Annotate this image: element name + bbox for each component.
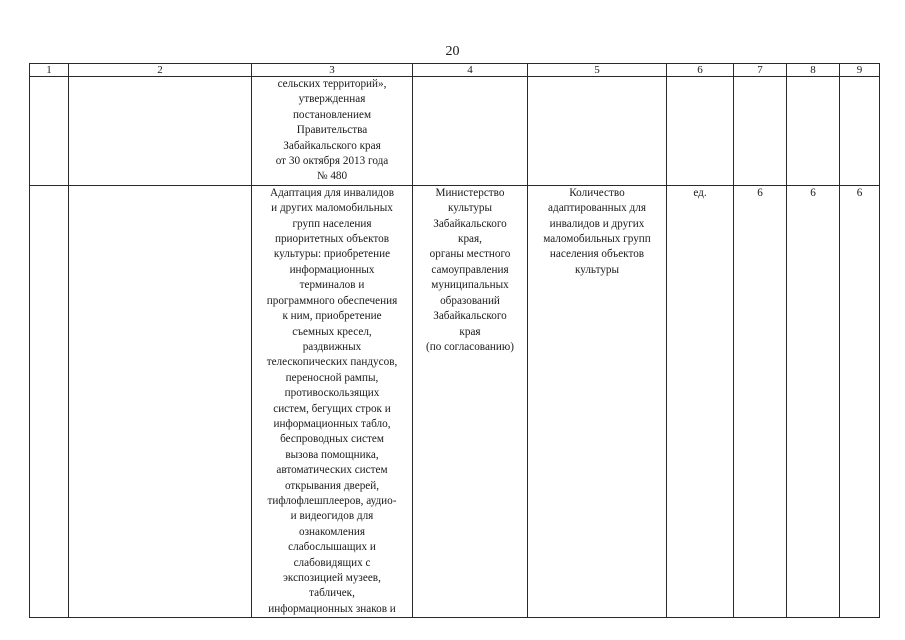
responsible-executor-cell	[413, 185, 528, 617]
text-line: к ним, приобретение	[282, 310, 382, 323]
cell-empty	[840, 77, 880, 186]
text-line: открывания дверей,	[284, 479, 380, 492]
text-line: органы местного	[429, 248, 511, 261]
column-number-row	[30, 64, 880, 77]
text-line: сельских территорий»,	[277, 78, 387, 90]
text-line: Забайкальского	[433, 310, 507, 323]
text-line: и других маломобильных	[271, 202, 393, 215]
cell-empty	[30, 77, 69, 186]
program-reference-cell	[252, 77, 413, 186]
text-line: тифлофлешплееров, аудио-	[267, 494, 397, 507]
text-line: № 480	[316, 170, 348, 183]
text-line: самоуправления	[431, 263, 509, 276]
text-line: населения объектов	[549, 248, 645, 261]
text-line: противоскользящих	[284, 387, 380, 400]
text-line: Забайкальского	[433, 217, 507, 230]
text-line: беспроводных систем	[280, 433, 384, 446]
text-line: и видеогидов для	[290, 510, 374, 523]
column-number: 5	[528, 64, 667, 77]
cell-empty	[69, 77, 252, 186]
cell-empty	[667, 77, 734, 186]
text-line: Количество	[569, 186, 625, 199]
text-line: культуры	[447, 202, 493, 215]
cell-empty	[787, 77, 840, 186]
cell-empty	[734, 77, 787, 186]
text-line: переносной рампы,	[285, 371, 379, 384]
text-line: постановлением	[292, 108, 372, 121]
text-line: автоматических систем	[276, 464, 388, 477]
value-cell-9: 6	[840, 185, 880, 617]
value-cell-7: 6	[734, 185, 787, 617]
page-number: 20	[445, 44, 460, 59]
text-line: адаптированных для	[548, 202, 646, 215]
text-line: ознакомления	[299, 525, 365, 538]
text-line: образований	[440, 294, 500, 307]
text-line: программного обеспечения	[266, 294, 398, 307]
text-line: Адаптация для инвалидов	[269, 186, 394, 199]
text-line: слабовидящих с	[293, 556, 371, 569]
text-line: вызова помощника,	[285, 448, 379, 461]
column-number: 4	[413, 64, 528, 77]
indicators-table	[29, 63, 880, 618]
cell-empty	[528, 77, 667, 186]
indicator-name-cell	[528, 185, 667, 617]
measure-description-cell	[252, 185, 413, 617]
value-cell-8: 6	[787, 185, 840, 617]
text-line: муниципальных	[431, 279, 509, 292]
text-line: инвалидов и других	[549, 217, 645, 230]
text-line: телескопических пандусов,	[266, 356, 398, 369]
text-line: групп населения	[292, 217, 372, 230]
cell-empty	[30, 185, 69, 617]
column-number: 1	[30, 64, 69, 77]
text-line: информационных табло,	[273, 417, 391, 430]
text-line: культуры	[574, 263, 620, 276]
column-number: 8	[787, 64, 840, 77]
column-number: 3	[252, 64, 413, 77]
text-line: раздвижных	[302, 340, 362, 353]
text-line: табличек,	[309, 587, 355, 600]
text-line: маломобильных групп	[543, 233, 651, 246]
text-line: экспозицией музеев,	[283, 572, 381, 584]
column-number: 6	[667, 64, 734, 77]
text-line: Забайкальского края	[283, 139, 381, 152]
text-line: приоритетных объектов	[274, 233, 390, 246]
table-row-continued	[30, 77, 880, 186]
text-line: Министерство	[435, 186, 505, 199]
column-number: 7	[734, 64, 787, 77]
column-number: 9	[840, 64, 880, 77]
text-line: систем, бегущих строк и	[273, 402, 391, 415]
text-line: края	[459, 325, 481, 338]
text-line: утвержденная	[298, 93, 366, 106]
text-line: слабослышащих и	[288, 541, 376, 554]
text-line: информационных знаков и	[268, 602, 396, 615]
text-line: (по согласованию)	[426, 340, 514, 353]
column-number: 2	[69, 64, 252, 77]
cell-empty	[413, 77, 528, 186]
text-line: терминалов и	[299, 279, 365, 292]
cell-empty	[69, 185, 252, 617]
text-line: культуры: приобретение	[273, 248, 391, 261]
text-line: Правительства	[296, 124, 368, 137]
table-row-measure	[30, 185, 880, 617]
text-line: съемных кресел,	[292, 325, 372, 338]
text-line: от 30 октября 2013 года	[275, 155, 389, 168]
text-line: края,	[458, 233, 482, 246]
unit-cell: ед.	[667, 185, 734, 617]
text-line: информационных	[289, 263, 375, 276]
